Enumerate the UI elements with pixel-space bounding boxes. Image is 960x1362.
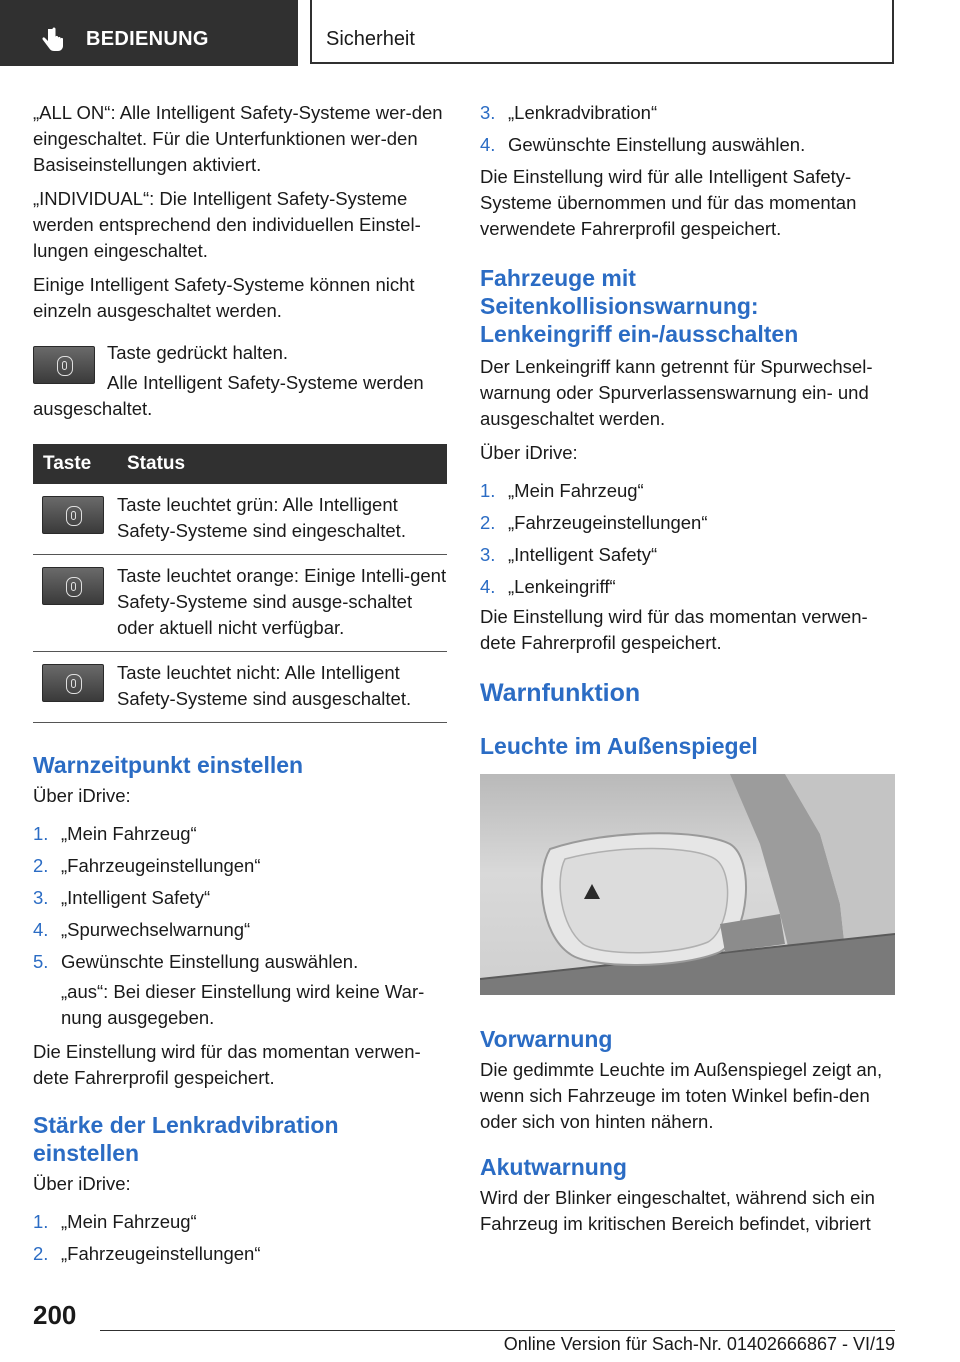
vorwarnung-text: Die gedimmte Leuchte im Außenspiegel zeigt an, wenn sich Fahrzeuge im toten Winkel befin-den oder sich von hinten nähern. <box>480 1059 883 1132</box>
heading-leuchte: Leuchte im Außenspiegel <box>480 733 758 759</box>
footer-divider <box>100 1330 895 1331</box>
all-off-text: Alle Intelligent Safety-Systeme werden ausgeschaltet. <box>33 372 424 419</box>
hand-pointer-icon <box>40 27 66 53</box>
list-item: 1. „Mein Fahrzeug“ <box>33 823 197 844</box>
press-hold-text: Taste gedrückt halten. <box>107 342 288 363</box>
table-header-status: Status <box>117 444 447 484</box>
chapter-tab-label: Sicherheit <box>326 28 415 50</box>
table-row <box>33 652 447 723</box>
list-item: 3. „Intelligent Safety“ <box>480 544 658 565</box>
heading-staerke: Stärke der Lenkradvibration einstellen <box>33 1112 339 1166</box>
press-hold-block <box>33 340 447 430</box>
list-item: 1. „Mein Fahrzeug“ <box>480 480 644 501</box>
safety-button-orange-image <box>42 567 104 605</box>
steps-list-staerke <box>33 1209 447 1267</box>
safety-button-green-image <box>42 496 104 534</box>
stored-note-1: Die Einstellung wird für das momentan verwen-dete Fahrerprofil gespeichert. <box>33 1041 421 1088</box>
table-cell-status: Taste leuchtet nicht: Alle Intelligent Safety-Systeme sind ausgeschaltet. <box>117 652 447 723</box>
list-item: 1. „Mein Fahrzeug“ <box>33 1211 197 1232</box>
table-cell-status: Taste leuchtet orange: Einige Intelli-gent Safety-Systeme sind ausge-schaltet oder aktuell nicht verfügbar. <box>117 555 447 652</box>
page-number: 200 <box>33 1300 77 1330</box>
list-item: 2. „Fahrzeugeinstellungen“ <box>480 512 708 533</box>
aus-note: „aus“: Bei dieser Einstellung wird keine War-nung ausgegeben. <box>61 981 425 1028</box>
table-row <box>33 484 447 555</box>
list-item: 3. „Intelligent Safety“ <box>33 887 211 908</box>
side-mirror-image <box>480 774 895 995</box>
paragraph-all-on: „ALL ON“: Alle Intelligent Safety-Systeme wer-den eingeschaltet. Für die Unterfunktionen wer-den Basiseinstellungen aktiviert. <box>33 102 443 175</box>
idrive-label: Über iDrive: <box>33 785 131 806</box>
safety-button-image <box>33 346 95 384</box>
safety-glyph-icon <box>66 674 82 694</box>
safety-glyph-icon <box>66 577 82 597</box>
paragraph-individual: „INDIVIDUAL“: Die Intelligent Safety-Systeme werden entsprechend den individuellen Einstel-lungen eingeschaltet. <box>33 188 421 261</box>
list-item: 3. „Lenkradvibration“ <box>480 102 658 123</box>
side-mirror-illustration <box>480 774 895 995</box>
status-table <box>33 444 447 723</box>
heading-akutwarnung: Akutwarnung <box>480 1154 627 1180</box>
section-tab-label: BEDIENUNG <box>86 28 209 50</box>
online-version-note: Online Version für Sach-Nr. 01402666867 - VI/19 <box>503 1334 895 1354</box>
table-row <box>33 555 447 652</box>
list-item: 4. Gewünschte Einstellung auswählen. <box>480 134 806 155</box>
idrive-label: Über iDrive: <box>33 1173 131 1194</box>
steps-list-lenkeingriff <box>480 478 895 600</box>
table-header-taste: Taste <box>33 444 117 484</box>
paragraph-not-individually: Einige Intelligent Safety-Systeme können nicht einzeln ausgeschaltet werden. <box>33 274 415 321</box>
list-item: 2. „Fahrzeugeinstellungen“ <box>33 1243 261 1264</box>
list-item: 5. Gewünschte Einstellung auswählen. <box>33 951 359 972</box>
steps-list-warnzeit <box>33 821 447 975</box>
list-item: 4. „Lenkeingriff“ <box>480 576 616 597</box>
lenkeingriff-description: Der Lenkeingriff kann getrennt für Spurwechsel-warnung oder Spurverlassenswarnung ein- und ausgeschaltet werden. <box>480 356 873 429</box>
heading-warnfunktion: Warnfunktion <box>480 679 641 707</box>
heading-vorwarnung: Vorwarnung <box>480 1026 613 1052</box>
chapter-tab <box>310 0 894 64</box>
page-header <box>0 0 960 66</box>
stored-note-2: Die Einstellung wird für das momentan verwen-dete Fahrerprofil gespeichert. <box>480 606 868 653</box>
steps-list-continued <box>480 100 895 158</box>
list-item: 2. „Fahrzeugeinstellungen“ <box>33 855 261 876</box>
heading-seitenkollision: Fahrzeuge mit Seitenkollisionswarnung: Lenkeingriff ein-/ausschalten <box>480 265 799 347</box>
safety-button-off-image <box>42 664 104 702</box>
table-cell-status: Taste leuchtet grün: Alle Intelligent Safety-Systeme sind eingeschaltet. <box>117 484 447 555</box>
akutwarnung-text: Wird der Blinker eingeschaltet, während sich ein Fahrzeug im kritischen Bereich befindet, vibriert <box>480 1187 875 1234</box>
idrive-label: Über iDrive: <box>480 442 578 463</box>
safety-glyph-icon <box>57 356 73 376</box>
list-item: 4. „Spurwechselwarnung“ <box>33 919 251 940</box>
left-column <box>33 100 447 1273</box>
safety-glyph-icon <box>66 506 82 526</box>
stored-all-note: Die Einstellung wird für alle Intelligent Safety-Systeme übernommen und für das momentan verwendete Fahrerprofil gespeichert. <box>480 166 857 239</box>
right-column <box>480 100 895 1237</box>
section-tab <box>0 0 298 66</box>
heading-warnzeitpunkt: Warnzeitpunkt einstellen <box>33 752 304 778</box>
